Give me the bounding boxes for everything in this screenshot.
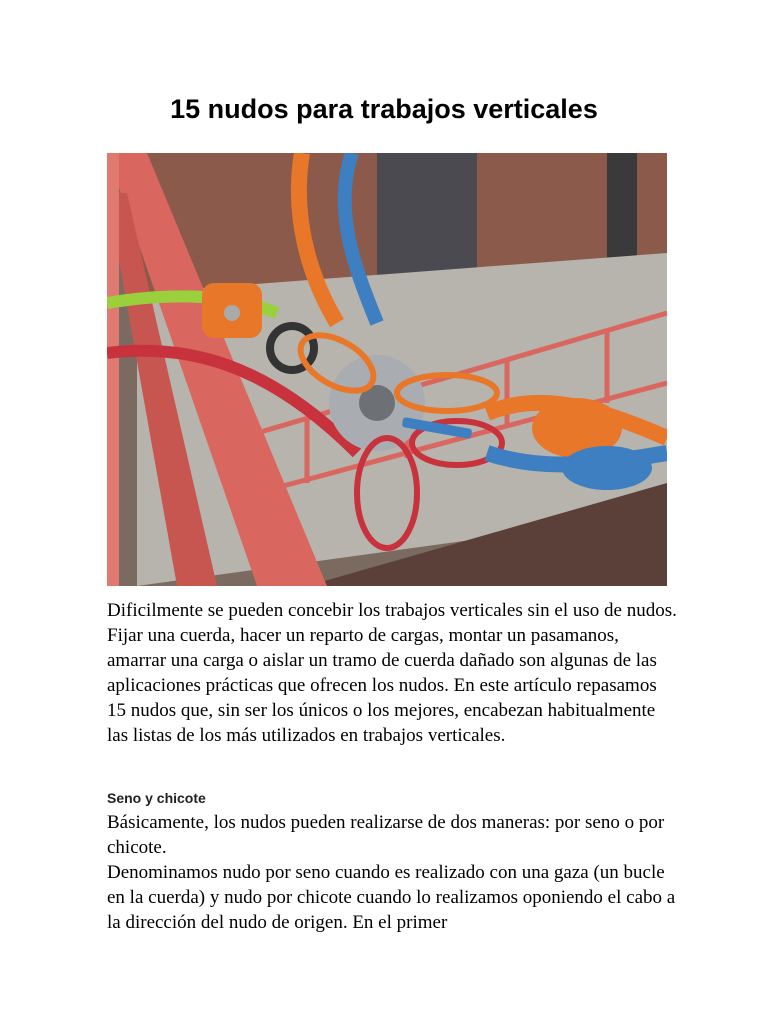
photo-illustration (107, 153, 667, 586)
intro-paragraph: Dificilmente se pueden concebir los trabajos verticales sin el uso de nudos. Fijar una cuerda, hacer un reparto de cargas, montar un pasamanos, amarrar una carga o aislar un tramo de cuerda dañado son algunas de las aplicaciones prácticas que ofrecen los nudos. En este artículo repasamos 15 nudos que, sin ser los únicos o los mejores, encabezan habitualmente las listas de los más utilizados en trabajos verticales. (107, 600, 677, 746)
section-heading: Seno y chicote (107, 790, 206, 806)
pulley-bolt (224, 305, 240, 321)
climbing-gear-photo (107, 153, 667, 586)
section-body (107, 810, 677, 935)
blue-knot (562, 446, 652, 490)
document-title: 15 nudos para trabajos verticales (170, 94, 598, 124)
section-paragraph-1: Básicamente, los nudos pueden realizarse de dos maneras: por seno o por chicote. (107, 812, 665, 858)
section-paragraph-2: Denominamos nudo por seno cuando es realizado con una gaza (un bucle en la cuerda) y nudo por chicote cuando lo realizamos oponiendo el cabo a la dirección del nudo de origen. En el primer (107, 862, 676, 933)
